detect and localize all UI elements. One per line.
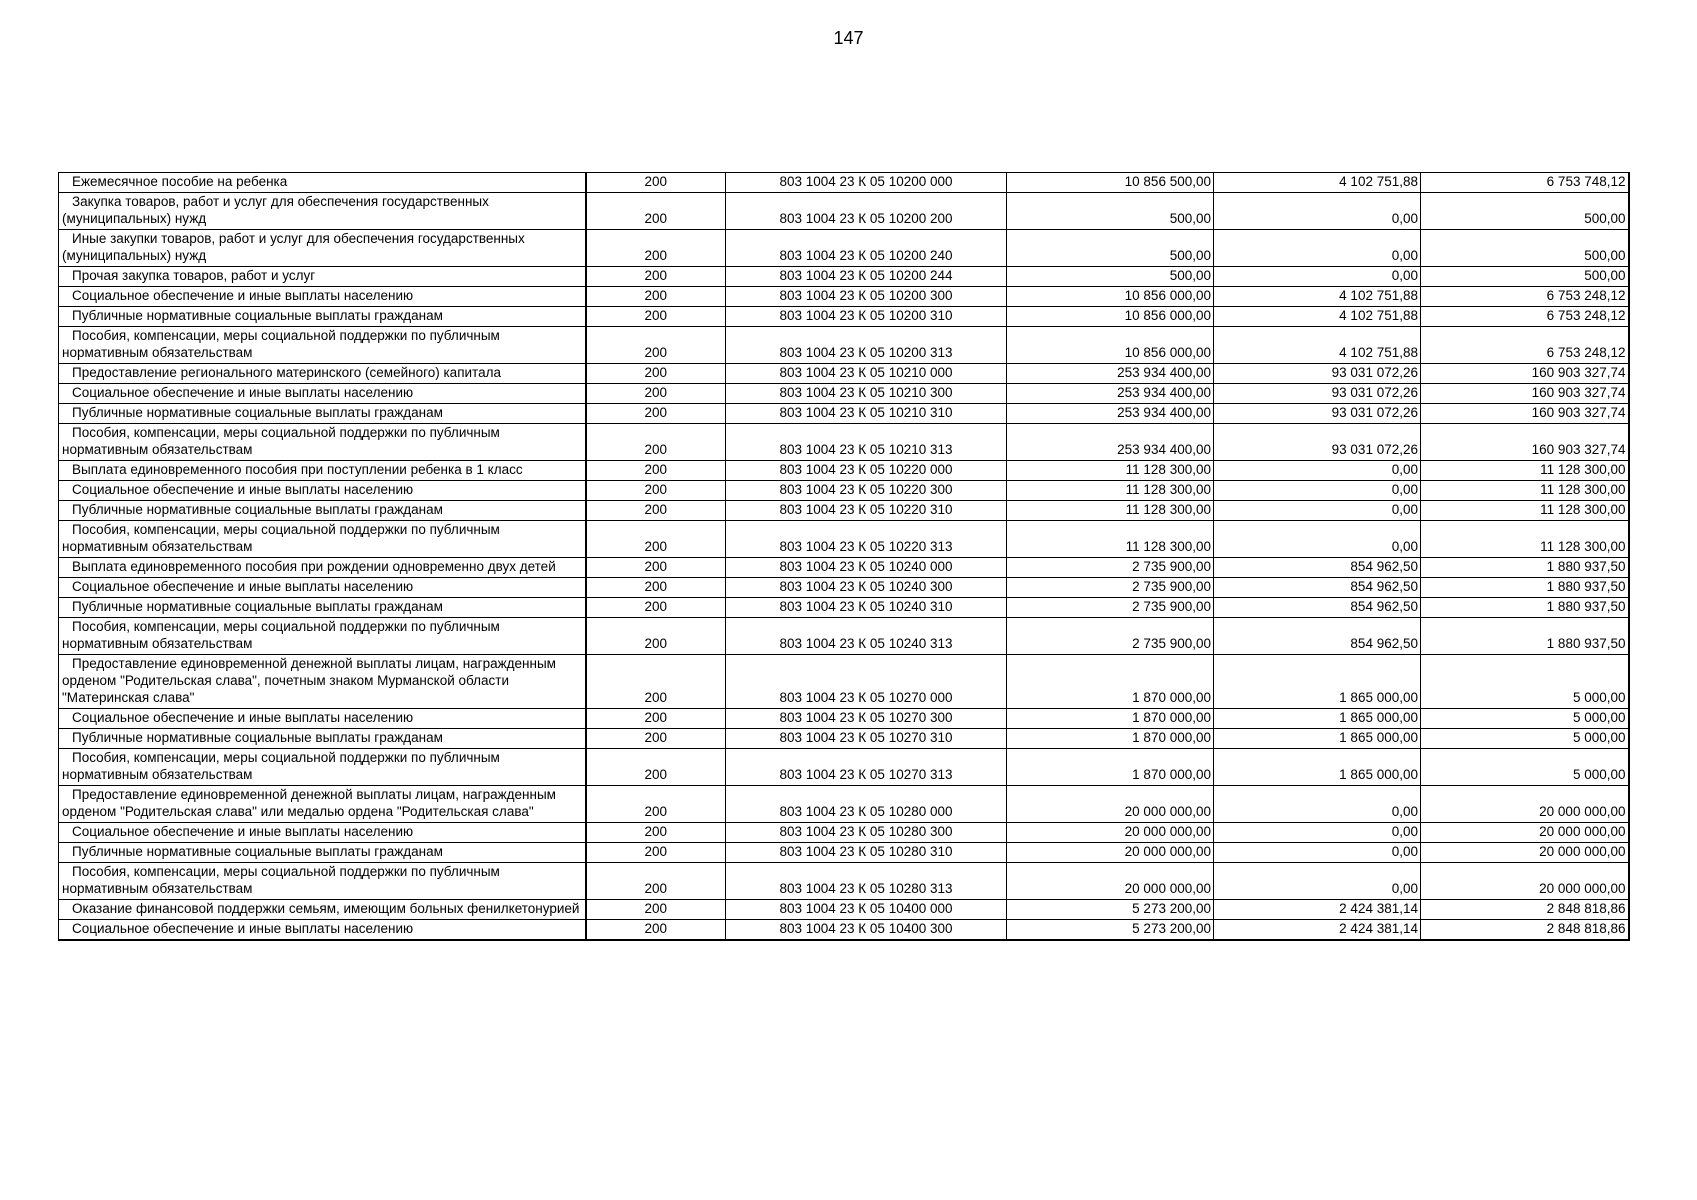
row-name: Выплата единовременного пособия при рождении одновременно двух детей — [59, 558, 586, 578]
row-classification-code: 803 1004 23 К 05 10210 300 — [726, 384, 1007, 404]
row-classification-code: 803 1004 23 К 05 10270 310 — [726, 729, 1007, 749]
row-name: Прочая закупка товаров, работ и услуг — [59, 267, 586, 287]
row-classification-code: 803 1004 23 К 05 10240 000 — [726, 558, 1007, 578]
table-row — [59, 193, 1629, 230]
row-name: Публичные нормативные социальные выплаты гражданам — [59, 307, 586, 327]
row-code: 200 — [586, 823, 726, 843]
row-unexecuted-amount: 1 880 937,50 — [1421, 598, 1629, 618]
row-classification-code: 803 1004 23 К 05 10400 000 — [726, 900, 1007, 920]
row-name: Социальное обеспечение и иные выплаты населению — [59, 578, 586, 598]
row-classification-code: 803 1004 23 К 05 10400 300 — [726, 920, 1007, 941]
row-executed-amount: 93 031 072,26 — [1214, 384, 1421, 404]
row-name: Пособия, компенсации, меры социальной поддержки по публичным нормативным обязательствам — [59, 521, 586, 558]
row-executed-amount: 1 865 000,00 — [1214, 729, 1421, 749]
row-unexecuted-amount: 6 753 248,12 — [1421, 307, 1629, 327]
row-code: 200 — [586, 598, 726, 618]
table-row — [59, 729, 1629, 749]
row-approved-amount: 253 934 400,00 — [1007, 384, 1214, 404]
row-executed-amount: 4 102 751,88 — [1214, 327, 1421, 364]
row-code: 200 — [586, 729, 726, 749]
row-code: 200 — [586, 287, 726, 307]
row-approved-amount: 253 934 400,00 — [1007, 404, 1214, 424]
row-unexecuted-amount: 20 000 000,00 — [1421, 823, 1629, 843]
row-classification-code: 803 1004 23 К 05 10200 310 — [726, 307, 1007, 327]
row-approved-amount: 5 273 200,00 — [1007, 920, 1214, 941]
row-classification-code: 803 1004 23 К 05 10200 300 — [726, 287, 1007, 307]
row-name: Публичные нормативные социальные выплаты гражданам — [59, 843, 586, 863]
table-row — [59, 558, 1629, 578]
table-row — [59, 461, 1629, 481]
row-code: 200 — [586, 521, 726, 558]
row-classification-code: 803 1004 23 К 05 10220 000 — [726, 461, 1007, 481]
row-unexecuted-amount: 5 000,00 — [1421, 709, 1629, 729]
row-executed-amount: 0,00 — [1214, 461, 1421, 481]
row-name: Предоставление единовременной денежной выплаты лицам, награжденным орденом "Родительская слава" или медалью ордена "Родительская слава" — [59, 786, 586, 823]
row-executed-amount: 0,00 — [1214, 843, 1421, 863]
row-approved-amount: 2 735 900,00 — [1007, 558, 1214, 578]
row-code: 200 — [586, 404, 726, 424]
row-classification-code: 803 1004 23 К 05 10270 000 — [726, 655, 1007, 709]
row-executed-amount: 0,00 — [1214, 193, 1421, 230]
budget-table — [58, 172, 1630, 941]
row-approved-amount: 10 856 000,00 — [1007, 287, 1214, 307]
row-executed-amount: 854 962,50 — [1214, 558, 1421, 578]
row-unexecuted-amount: 500,00 — [1421, 230, 1629, 267]
row-code: 200 — [586, 578, 726, 598]
row-unexecuted-amount: 6 753 248,12 — [1421, 327, 1629, 364]
row-name: Пособия, компенсации, меры социальной поддержки по публичным нормативным обязательствам — [59, 863, 586, 900]
table-row — [59, 598, 1629, 618]
row-approved-amount: 10 856 500,00 — [1007, 173, 1214, 193]
row-name: Публичные нормативные социальные выплаты гражданам — [59, 598, 586, 618]
row-executed-amount: 854 962,50 — [1214, 598, 1421, 618]
table-row — [59, 307, 1629, 327]
row-code: 200 — [586, 481, 726, 501]
row-approved-amount: 1 870 000,00 — [1007, 709, 1214, 729]
row-unexecuted-amount: 160 903 327,74 — [1421, 424, 1629, 461]
table-row — [59, 327, 1629, 364]
row-unexecuted-amount: 5 000,00 — [1421, 655, 1629, 709]
row-code: 200 — [586, 618, 726, 655]
row-classification-code: 803 1004 23 К 05 10220 300 — [726, 481, 1007, 501]
row-approved-amount: 10 856 000,00 — [1007, 307, 1214, 327]
row-unexecuted-amount: 11 128 300,00 — [1421, 461, 1629, 481]
row-code: 200 — [586, 327, 726, 364]
row-executed-amount: 0,00 — [1214, 521, 1421, 558]
row-name: Публичные нормативные социальные выплаты гражданам — [59, 404, 586, 424]
row-classification-code: 803 1004 23 К 05 10240 313 — [726, 618, 1007, 655]
row-classification-code: 803 1004 23 К 05 10200 313 — [726, 327, 1007, 364]
row-approved-amount: 11 128 300,00 — [1007, 481, 1214, 501]
row-code: 200 — [586, 655, 726, 709]
row-classification-code: 803 1004 23 К 05 10210 310 — [726, 404, 1007, 424]
row-code: 200 — [586, 749, 726, 786]
row-executed-amount: 0,00 — [1214, 267, 1421, 287]
row-approved-amount: 500,00 — [1007, 230, 1214, 267]
row-code: 200 — [586, 364, 726, 384]
row-unexecuted-amount: 20 000 000,00 — [1421, 863, 1629, 900]
row-unexecuted-amount: 5 000,00 — [1421, 729, 1629, 749]
row-classification-code: 803 1004 23 К 05 10200 000 — [726, 173, 1007, 193]
row-approved-amount: 11 128 300,00 — [1007, 461, 1214, 481]
table-row — [59, 786, 1629, 823]
row-executed-amount: 4 102 751,88 — [1214, 173, 1421, 193]
row-code: 200 — [586, 267, 726, 287]
row-code: 200 — [586, 307, 726, 327]
row-executed-amount: 4 102 751,88 — [1214, 307, 1421, 327]
row-unexecuted-amount: 2 848 818,86 — [1421, 900, 1629, 920]
row-classification-code: 803 1004 23 К 05 10220 313 — [726, 521, 1007, 558]
row-unexecuted-amount: 11 128 300,00 — [1421, 501, 1629, 521]
row-executed-amount: 1 865 000,00 — [1214, 709, 1421, 729]
row-classification-code: 803 1004 23 К 05 10270 300 — [726, 709, 1007, 729]
table-row — [59, 521, 1629, 558]
row-name: Выплата единовременного пособия при поступлении ребенка в 1 класс — [59, 461, 586, 481]
row-code: 200 — [586, 863, 726, 900]
table-row — [59, 501, 1629, 521]
row-unexecuted-amount: 160 903 327,74 — [1421, 364, 1629, 384]
table-row — [59, 424, 1629, 461]
table-row — [59, 655, 1629, 709]
row-executed-amount: 2 424 381,14 — [1214, 920, 1421, 941]
row-executed-amount: 0,00 — [1214, 230, 1421, 267]
row-unexecuted-amount: 1 880 937,50 — [1421, 558, 1629, 578]
row-code: 200 — [586, 230, 726, 267]
row-code: 200 — [586, 558, 726, 578]
row-name: Предоставление регионального материнского (семейного) капитала — [59, 364, 586, 384]
table-row — [59, 364, 1629, 384]
row-code: 200 — [586, 786, 726, 823]
table-row — [59, 173, 1629, 193]
row-name: Социальное обеспечение и иные выплаты населению — [59, 384, 586, 404]
row-approved-amount: 10 856 000,00 — [1007, 327, 1214, 364]
row-executed-amount: 93 031 072,26 — [1214, 364, 1421, 384]
table-row — [59, 618, 1629, 655]
table-row — [59, 578, 1629, 598]
row-name: Публичные нормативные социальные выплаты гражданам — [59, 501, 586, 521]
row-executed-amount: 93 031 072,26 — [1214, 404, 1421, 424]
row-classification-code: 803 1004 23 К 05 10280 300 — [726, 823, 1007, 843]
row-unexecuted-amount: 20 000 000,00 — [1421, 843, 1629, 863]
row-executed-amount: 0,00 — [1214, 823, 1421, 843]
table-row — [59, 481, 1629, 501]
row-approved-amount: 11 128 300,00 — [1007, 501, 1214, 521]
row-name: Социальное обеспечение и иные выплаты населению — [59, 920, 586, 941]
row-unexecuted-amount: 160 903 327,74 — [1421, 384, 1629, 404]
row-name: Социальное обеспечение и иные выплаты населению — [59, 287, 586, 307]
row-classification-code: 803 1004 23 К 05 10200 244 — [726, 267, 1007, 287]
row-name: Социальное обеспечение и иные выплаты населению — [59, 823, 586, 843]
row-classification-code: 803 1004 23 К 05 10210 313 — [726, 424, 1007, 461]
table-row — [59, 267, 1629, 287]
row-approved-amount: 20 000 000,00 — [1007, 823, 1214, 843]
row-classification-code: 803 1004 23 К 05 10270 313 — [726, 749, 1007, 786]
table-body — [59, 173, 1629, 941]
table-row — [59, 900, 1629, 920]
page-number: 147 — [833, 28, 864, 48]
row-executed-amount: 0,00 — [1214, 863, 1421, 900]
table-row — [59, 384, 1629, 404]
row-executed-amount: 1 865 000,00 — [1214, 655, 1421, 709]
row-unexecuted-amount: 500,00 — [1421, 193, 1629, 230]
row-name: Социальное обеспечение и иные выплаты населению — [59, 481, 586, 501]
row-approved-amount: 500,00 — [1007, 267, 1214, 287]
row-approved-amount: 20 000 000,00 — [1007, 843, 1214, 863]
row-code: 200 — [586, 920, 726, 941]
row-classification-code: 803 1004 23 К 05 10280 000 — [726, 786, 1007, 823]
row-name: Оказание финансовой поддержки семьям, имеющим больных фенилкетонурией — [59, 900, 586, 920]
row-executed-amount: 0,00 — [1214, 786, 1421, 823]
row-code: 200 — [586, 193, 726, 230]
row-approved-amount: 1 870 000,00 — [1007, 655, 1214, 709]
row-name: Ежемесячное пособие на ребенка — [59, 173, 586, 193]
row-unexecuted-amount: 2 848 818,86 — [1421, 920, 1629, 941]
row-name: Пособия, компенсации, меры социальной поддержки по публичным нормативным обязательствам — [59, 327, 586, 364]
row-executed-amount: 854 962,50 — [1214, 618, 1421, 655]
table-row — [59, 749, 1629, 786]
table-row — [59, 843, 1629, 863]
row-classification-code: 803 1004 23 К 05 10240 300 — [726, 578, 1007, 598]
table-row — [59, 709, 1629, 729]
table-row — [59, 863, 1629, 900]
table-row — [59, 287, 1629, 307]
row-unexecuted-amount: 6 753 748,12 — [1421, 173, 1629, 193]
row-code: 200 — [586, 709, 726, 729]
row-executed-amount: 4 102 751,88 — [1214, 287, 1421, 307]
row-classification-code: 803 1004 23 К 05 10280 313 — [726, 863, 1007, 900]
row-unexecuted-amount: 6 753 248,12 — [1421, 287, 1629, 307]
row-code: 200 — [586, 173, 726, 193]
table-row — [59, 823, 1629, 843]
row-code: 200 — [586, 900, 726, 920]
row-executed-amount: 0,00 — [1214, 481, 1421, 501]
row-code: 200 — [586, 501, 726, 521]
row-classification-code: 803 1004 23 К 05 10210 000 — [726, 364, 1007, 384]
row-classification-code: 803 1004 23 К 05 10200 240 — [726, 230, 1007, 267]
row-approved-amount: 253 934 400,00 — [1007, 424, 1214, 461]
row-unexecuted-amount: 20 000 000,00 — [1421, 786, 1629, 823]
row-classification-code: 803 1004 23 К 05 10200 200 — [726, 193, 1007, 230]
row-executed-amount: 854 962,50 — [1214, 578, 1421, 598]
row-approved-amount: 20 000 000,00 — [1007, 863, 1214, 900]
row-name: Пособия, компенсации, меры социальной поддержки по публичным нормативным обязательствам — [59, 618, 586, 655]
row-approved-amount: 1 870 000,00 — [1007, 729, 1214, 749]
row-unexecuted-amount: 5 000,00 — [1421, 749, 1629, 786]
row-approved-amount: 5 273 200,00 — [1007, 900, 1214, 920]
row-name: Закупка товаров, работ и услуг для обеспечения государственных (муниципальных) нужд — [59, 193, 586, 230]
row-unexecuted-amount: 160 903 327,74 — [1421, 404, 1629, 424]
row-code: 200 — [586, 843, 726, 863]
row-approved-amount: 2 735 900,00 — [1007, 598, 1214, 618]
row-executed-amount: 2 424 381,14 — [1214, 900, 1421, 920]
row-unexecuted-amount: 1 880 937,50 — [1421, 578, 1629, 598]
row-unexecuted-amount: 1 880 937,50 — [1421, 618, 1629, 655]
table-row — [59, 230, 1629, 267]
row-executed-amount: 0,00 — [1214, 501, 1421, 521]
row-code: 200 — [586, 384, 726, 404]
row-unexecuted-amount: 11 128 300,00 — [1421, 521, 1629, 558]
table-row — [59, 404, 1629, 424]
row-name: Публичные нормативные социальные выплаты гражданам — [59, 729, 586, 749]
row-name: Иные закупки товаров, работ и услуг для обеспечения государственных (муниципальных) нужд — [59, 230, 586, 267]
row-name: Предоставление единовременной денежной выплаты лицам, награжденным орденом "Родительская слава", почетным знаком Мурманской области "Материнская слава" — [59, 655, 586, 709]
row-approved-amount: 1 870 000,00 — [1007, 749, 1214, 786]
row-approved-amount: 2 735 900,00 — [1007, 618, 1214, 655]
row-unexecuted-amount: 11 128 300,00 — [1421, 481, 1629, 501]
row-classification-code: 803 1004 23 К 05 10240 310 — [726, 598, 1007, 618]
row-classification-code: 803 1004 23 К 05 10280 310 — [726, 843, 1007, 863]
row-executed-amount: 93 031 072,26 — [1214, 424, 1421, 461]
row-approved-amount: 500,00 — [1007, 193, 1214, 230]
table-row — [59, 920, 1629, 941]
row-executed-amount: 1 865 000,00 — [1214, 749, 1421, 786]
row-approved-amount: 253 934 400,00 — [1007, 364, 1214, 384]
row-approved-amount: 11 128 300,00 — [1007, 521, 1214, 558]
row-code: 200 — [586, 424, 726, 461]
row-name: Социальное обеспечение и иные выплаты населению — [59, 709, 586, 729]
row-name: Пособия, компенсации, меры социальной поддержки по публичным нормативным обязательствам — [59, 424, 586, 461]
row-classification-code: 803 1004 23 К 05 10220 310 — [726, 501, 1007, 521]
row-code: 200 — [586, 461, 726, 481]
row-approved-amount: 2 735 900,00 — [1007, 578, 1214, 598]
row-unexecuted-amount: 500,00 — [1421, 267, 1629, 287]
row-name: Пособия, компенсации, меры социальной поддержки по публичным нормативным обязательствам — [59, 749, 586, 786]
row-approved-amount: 20 000 000,00 — [1007, 786, 1214, 823]
